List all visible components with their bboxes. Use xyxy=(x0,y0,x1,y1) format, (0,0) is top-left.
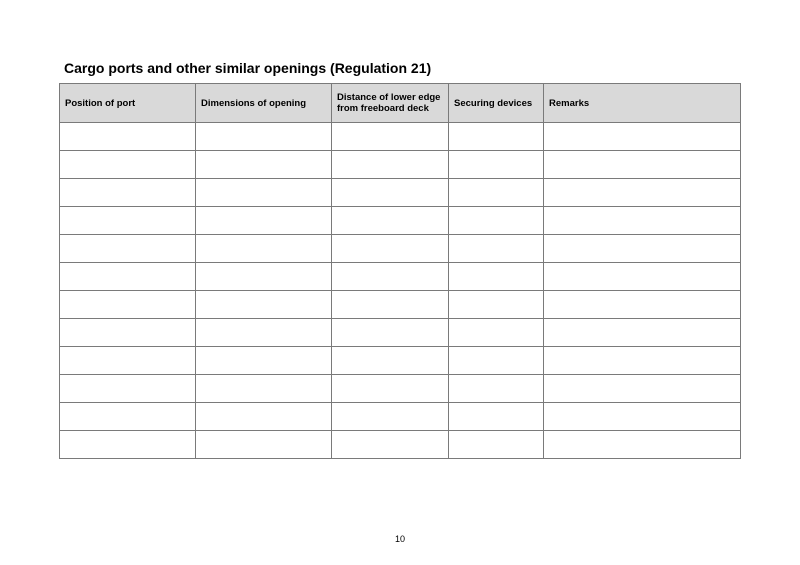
column-header-dimensions: Dimensions of opening xyxy=(196,84,332,123)
cell-remarks[interactable] xyxy=(544,403,741,431)
table-row xyxy=(60,375,741,403)
table-header-row xyxy=(60,84,741,123)
table-body xyxy=(60,123,741,459)
cell-distance[interactable] xyxy=(332,263,449,291)
cell-dimensions[interactable] xyxy=(196,291,332,319)
cell-distance[interactable] xyxy=(332,431,449,459)
cell-distance[interactable] xyxy=(332,179,449,207)
table-row xyxy=(60,263,741,291)
cell-position[interactable] xyxy=(60,235,196,263)
table-row xyxy=(60,235,741,263)
cell-remarks[interactable] xyxy=(544,431,741,459)
cell-dimensions[interactable] xyxy=(196,347,332,375)
cell-distance[interactable] xyxy=(332,319,449,347)
cell-remarks[interactable] xyxy=(544,291,741,319)
cell-remarks[interactable] xyxy=(544,123,741,151)
cell-position[interactable] xyxy=(60,151,196,179)
cell-securing[interactable] xyxy=(449,235,544,263)
cell-dimensions[interactable] xyxy=(196,207,332,235)
table-row xyxy=(60,207,741,235)
table-row xyxy=(60,291,741,319)
cell-distance[interactable] xyxy=(332,347,449,375)
cell-position[interactable] xyxy=(60,319,196,347)
cell-distance[interactable] xyxy=(332,375,449,403)
cell-securing[interactable] xyxy=(449,319,544,347)
cell-remarks[interactable] xyxy=(544,375,741,403)
cell-remarks[interactable] xyxy=(544,347,741,375)
column-header-remarks: Remarks xyxy=(544,84,741,123)
page-number: 10 xyxy=(394,534,405,544)
table-row xyxy=(60,151,741,179)
table-row xyxy=(60,123,741,151)
column-header-distance: Distance of lower edge from freeboard deck xyxy=(332,84,449,123)
cell-position[interactable] xyxy=(60,179,196,207)
column-header-securing: Securing devices xyxy=(449,84,544,123)
cell-securing[interactable] xyxy=(449,431,544,459)
cell-dimensions[interactable] xyxy=(196,123,332,151)
cell-securing[interactable] xyxy=(449,123,544,151)
cell-remarks[interactable] xyxy=(544,179,741,207)
cell-position[interactable] xyxy=(60,263,196,291)
cell-dimensions[interactable] xyxy=(196,403,332,431)
cell-distance[interactable] xyxy=(332,235,449,263)
cell-dimensions[interactable] xyxy=(196,179,332,207)
cell-distance[interactable] xyxy=(332,403,449,431)
table-row xyxy=(60,319,741,347)
cell-position[interactable] xyxy=(60,123,196,151)
cargo-ports-table xyxy=(59,83,741,459)
cell-securing[interactable] xyxy=(449,375,544,403)
cell-position[interactable] xyxy=(60,403,196,431)
cell-dimensions[interactable] xyxy=(196,151,332,179)
cell-position[interactable] xyxy=(60,347,196,375)
page-title: Cargo ports and other similar openings (Regulation 21) xyxy=(64,60,432,76)
cell-dimensions[interactable] xyxy=(196,431,332,459)
cell-remarks[interactable] xyxy=(544,319,741,347)
cell-securing[interactable] xyxy=(449,347,544,375)
cell-dimensions[interactable] xyxy=(196,375,332,403)
cell-position[interactable] xyxy=(60,431,196,459)
table-row xyxy=(60,431,741,459)
column-header-position: Position of port xyxy=(60,84,196,123)
table-row xyxy=(60,403,741,431)
cell-position[interactable] xyxy=(60,291,196,319)
cell-remarks[interactable] xyxy=(544,207,741,235)
table-row xyxy=(60,179,741,207)
cell-dimensions[interactable] xyxy=(196,319,332,347)
cell-remarks[interactable] xyxy=(544,263,741,291)
cell-securing[interactable] xyxy=(449,207,544,235)
cell-dimensions[interactable] xyxy=(196,263,332,291)
cell-remarks[interactable] xyxy=(544,151,741,179)
cell-remarks[interactable] xyxy=(544,235,741,263)
cell-securing[interactable] xyxy=(449,151,544,179)
cell-securing[interactable] xyxy=(449,179,544,207)
cell-securing[interactable] xyxy=(449,291,544,319)
cell-position[interactable] xyxy=(60,375,196,403)
cell-dimensions[interactable] xyxy=(196,235,332,263)
cell-securing[interactable] xyxy=(449,403,544,431)
cell-distance[interactable] xyxy=(332,291,449,319)
table-row xyxy=(60,347,741,375)
cell-position[interactable] xyxy=(60,207,196,235)
cell-distance[interactable] xyxy=(332,207,449,235)
cell-distance[interactable] xyxy=(332,151,449,179)
cell-securing[interactable] xyxy=(449,263,544,291)
cell-distance[interactable] xyxy=(332,123,449,151)
